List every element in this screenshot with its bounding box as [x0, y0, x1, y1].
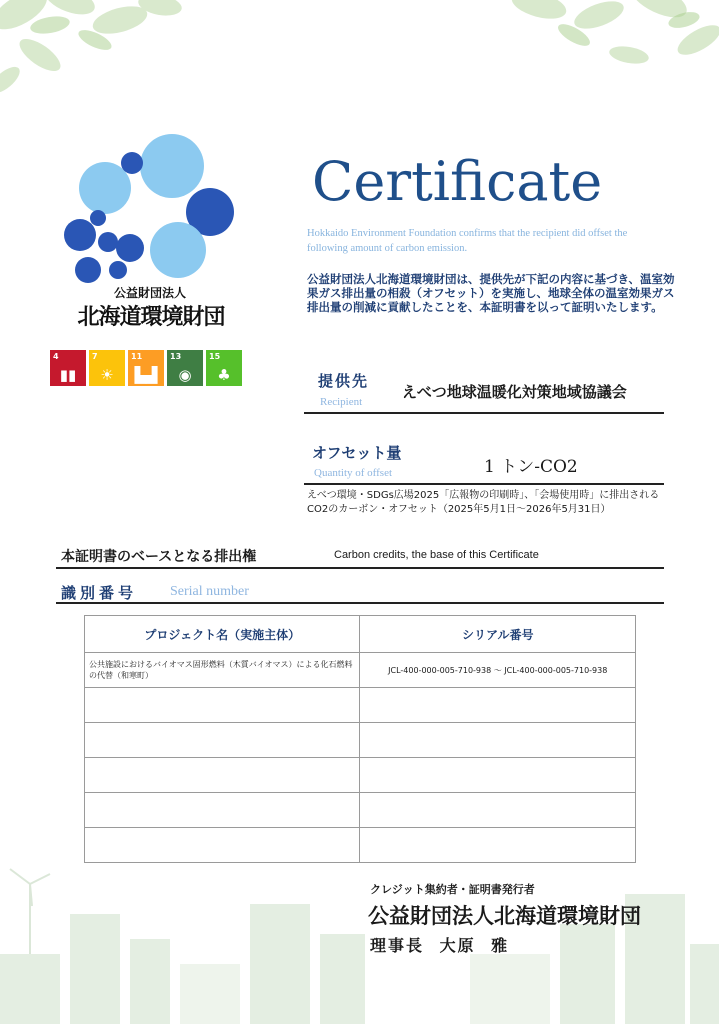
serial-label: 識別番号 [61, 584, 138, 602]
quantity-label: オフセット量 [312, 444, 402, 462]
table-row [85, 758, 636, 793]
sdg-7-icon: 7 ☀ [89, 350, 125, 386]
sdg-15-icon: 15 ♣ [206, 350, 242, 386]
logo-subtitle: 公益財団法人 [113, 286, 186, 300]
quantity-label-en: Quantity of offset [314, 467, 393, 479]
project-cell [85, 723, 360, 758]
serial-divider [56, 602, 664, 604]
project-cell [85, 758, 360, 793]
sdg-11-icon: 11 ▙▟ [128, 350, 164, 386]
recipient-label: 提供先 [318, 372, 370, 390]
quantity-description: えべつ環境・SDGs広場2025「広報物の印刷時」、「会場使用時」に排出されるCO2のカーボン・オフセット（2025年5月1日～2026年5月31日） [307, 490, 660, 515]
issuer-chairman: 理事長 大原 雅 [370, 936, 510, 955]
table-row [85, 653, 636, 688]
table-row [85, 688, 636, 723]
sdg-4-icon: 4 ▮▮ [50, 350, 86, 386]
base-credits-divider [56, 567, 664, 569]
table-row [85, 793, 636, 828]
recipient-divider [304, 412, 664, 414]
issuer-role: クレジット集約者・証明書発行者 [370, 883, 535, 896]
sdg-icons [50, 350, 242, 386]
column-header-project: プロジェクト名（実施主体） [85, 616, 360, 653]
quantity-divider [304, 483, 664, 485]
serial-cell [360, 828, 636, 863]
table-header-row [85, 616, 636, 653]
leaves-decoration-right [479, 0, 719, 90]
foundation-logo-icon [60, 130, 240, 290]
recipient-label-en: Recipient [320, 396, 363, 408]
project-cell [85, 828, 360, 863]
column-header-serial: シリアル番号 [360, 616, 636, 653]
certificate-intro-ja: 公益財団法人北海道環境財団は、提供先が下記の内容に基づき、温室効果ガス排出量の相殺（オフセット）を実施し、地球全体の温室効果ガス排出量の削減に貢献したことを、本証明書を以って証明いたします。 [307, 272, 675, 314]
certificate-subtitle-en: Hokkaido Environment Foundation confirms that the recipient did offset the following amount of carbon emission. [307, 228, 628, 254]
serial-label-en: Serial number [170, 584, 249, 599]
issuer-name: 公益財団法人北海道環境財団 [368, 903, 641, 928]
project-cell: 公共施設におけるバイオマス固形燃料（木質バイオマス）による化石燃料の代替（和寒町） [85, 653, 360, 688]
sdg-13-icon: 13 ◉ [167, 350, 203, 386]
logo-name: 北海道環境財団 [77, 305, 225, 330]
table-row [85, 723, 636, 758]
credits-table [84, 615, 636, 863]
project-cell [85, 793, 360, 828]
quantity-value: 1 トン-CO2 [484, 457, 578, 477]
leaves-decoration-left [0, 0, 210, 110]
city-skyline-decoration [0, 844, 719, 1024]
recipient-value: えべつ地球温暖化対策地域協議会 [402, 383, 627, 401]
serial-cell [360, 758, 636, 793]
project-cell [85, 688, 360, 723]
serial-cell: JCL-400-000-005-710-938 ～ JCL-400-000-005-710-938 [360, 653, 636, 688]
base-credits-label-en: Carbon credits, the base of this Certificate [334, 549, 539, 561]
serial-cell [360, 793, 636, 828]
certificate-title: Certificate [312, 150, 603, 213]
serial-cell [360, 688, 636, 723]
base-credits-label: 本証明書のベースとなる排出権 [61, 549, 257, 565]
table-row [85, 828, 636, 863]
serial-cell [360, 723, 636, 758]
